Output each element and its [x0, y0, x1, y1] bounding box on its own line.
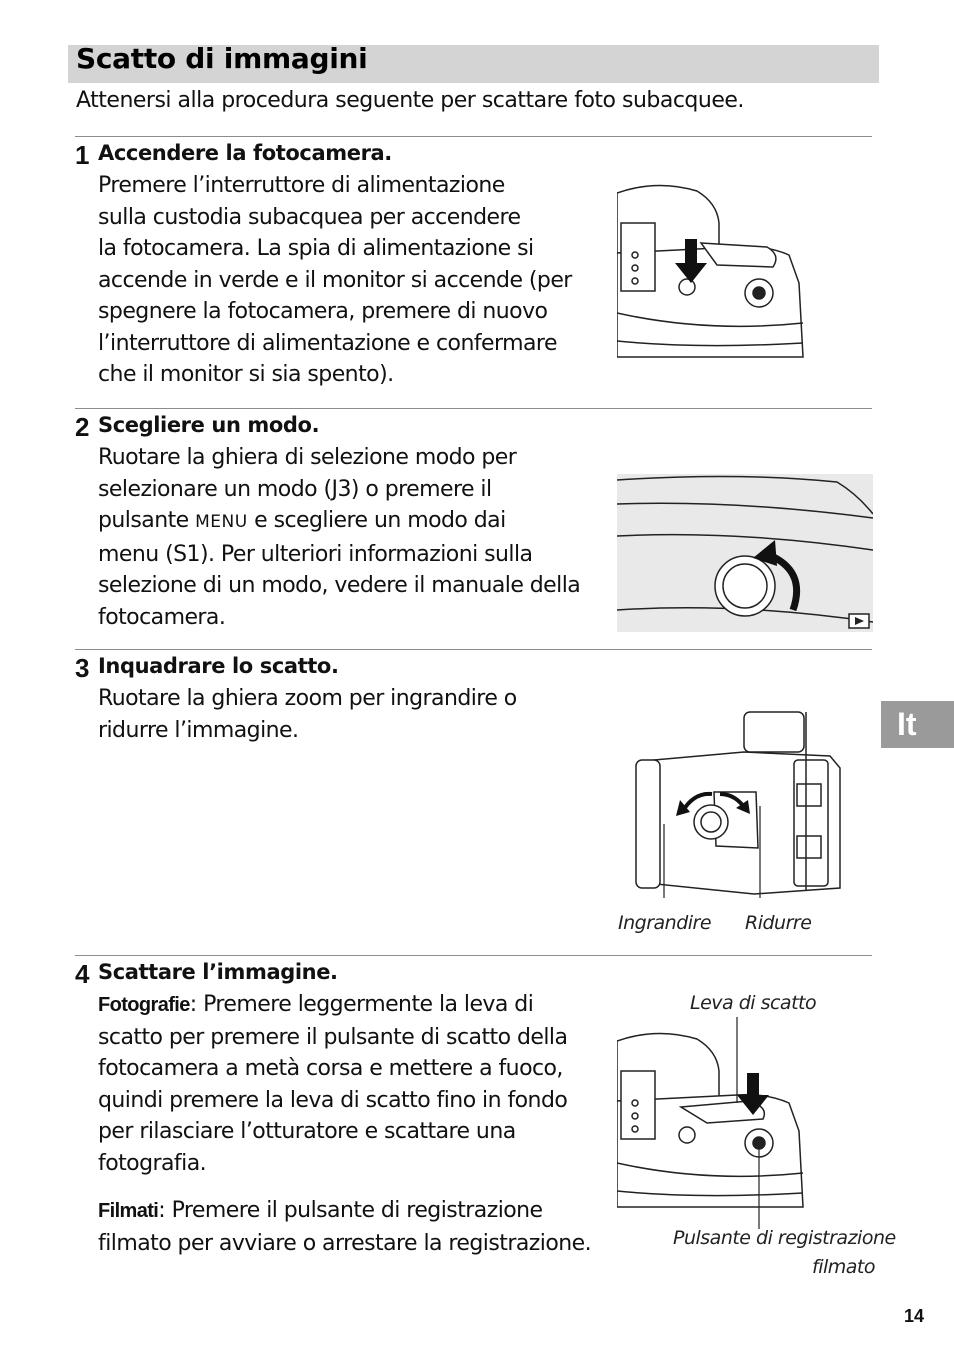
shutter-lever-caption: Leva di scatto [690, 992, 817, 1014]
text-line: la fotocamera. La spia di alimentazione si [98, 236, 534, 261]
text-line: menu (S1). Per ulteriori informazioni sulla [98, 541, 533, 567]
step-body [98, 170, 572, 391]
page-title: Scatto di immagini [76, 42, 368, 75]
power-switch-illustration [617, 183, 812, 361]
step-body [98, 683, 517, 746]
step-number: 2 [75, 412, 90, 442]
text-line: selezione di un modo, vedere il manuale della [98, 573, 581, 598]
menu-button-glyph: MENU [195, 512, 248, 532]
text-line [98, 989, 567, 1022]
text-line: fotocamera a metà corsa e mettere a fuoco, [98, 1056, 563, 1081]
text-line: fotografia. [98, 1150, 207, 1176]
zoom-ring-illustration [634, 708, 844, 898]
text-line: spegnere la fotocamera, premere di nuovo [98, 299, 548, 324]
language-tab-label: It [897, 706, 917, 742]
text-line: che il monitor si sia spento). [98, 362, 394, 387]
divider [75, 136, 872, 137]
step-body [98, 442, 580, 633]
text-line: l’interruttore di alimentazione e confermare [98, 330, 557, 356]
record-button-caption-line1: Pulsante di registrazione [673, 1227, 896, 1249]
step-number: 3 [75, 653, 90, 683]
text-line: scatto per premere il pulsante di scatto della [98, 1024, 568, 1050]
text-fragment: e scegliere un modo dai [247, 508, 506, 533]
text-line: fotocamera. [98, 604, 226, 630]
step-number: 4 [75, 959, 90, 989]
zoom-in-caption: Ingrandire [618, 912, 712, 934]
mode-dial-illustration [617, 474, 873, 632]
text-line: selezionare un modo (J3) o premere il [98, 476, 492, 502]
text-line: sulla custodia subacquea per accendere [98, 204, 521, 230]
text-line: Premere l’interruttore di alimentazione [98, 173, 505, 198]
shutter-lever-illustration [617, 1017, 812, 1229]
divider [75, 649, 872, 650]
step-heading: Inquadrare lo scatto. [98, 654, 339, 678]
text-line: per rilasciare l’otturatore e scattare una [98, 1119, 516, 1144]
text-fragment: pulsante [98, 508, 196, 533]
page-number: 14 [904, 1306, 925, 1326]
text-line [98, 505, 580, 539]
text-line: filmato per avviare o arrestare la registrazione. [98, 1230, 592, 1256]
zoom-out-caption: Ridurre [745, 912, 812, 934]
text-line: Ruotare la ghiera di selezione modo per [98, 445, 517, 470]
photo-instructions [98, 989, 567, 1179]
text-line: Ruotare la ghiera zoom per ingrandire o [98, 686, 517, 711]
intro-text: Attenersi alla procedura seguente per scattare foto subacquee. [76, 88, 744, 113]
movie-label: Filmati [98, 1200, 159, 1222]
step-heading: Scegliere un modo. [98, 413, 320, 437]
text-fragment: : Premere il pulsante di registrazione [158, 1198, 543, 1223]
text-fragment: : Premere leggermente la leva di [189, 992, 534, 1017]
text-line [98, 1195, 591, 1228]
text-line: accende in verde e il monitor si accende (per [98, 267, 572, 293]
step-heading: Scattare l’immagine. [98, 960, 338, 984]
text-line: quindi premere la leva di scatto fino in fondo [98, 1087, 568, 1113]
text-line: ridurre l’immagine. [98, 717, 299, 743]
movie-instructions [98, 1195, 591, 1259]
divider [75, 408, 872, 409]
divider [75, 955, 872, 956]
photo-label: Fotografie [98, 994, 190, 1016]
record-button-caption-line2: filmato [812, 1256, 875, 1278]
language-tab [881, 701, 954, 748]
step-heading: Accendere la fotocamera. [98, 141, 392, 165]
step-number: 1 [75, 140, 90, 170]
